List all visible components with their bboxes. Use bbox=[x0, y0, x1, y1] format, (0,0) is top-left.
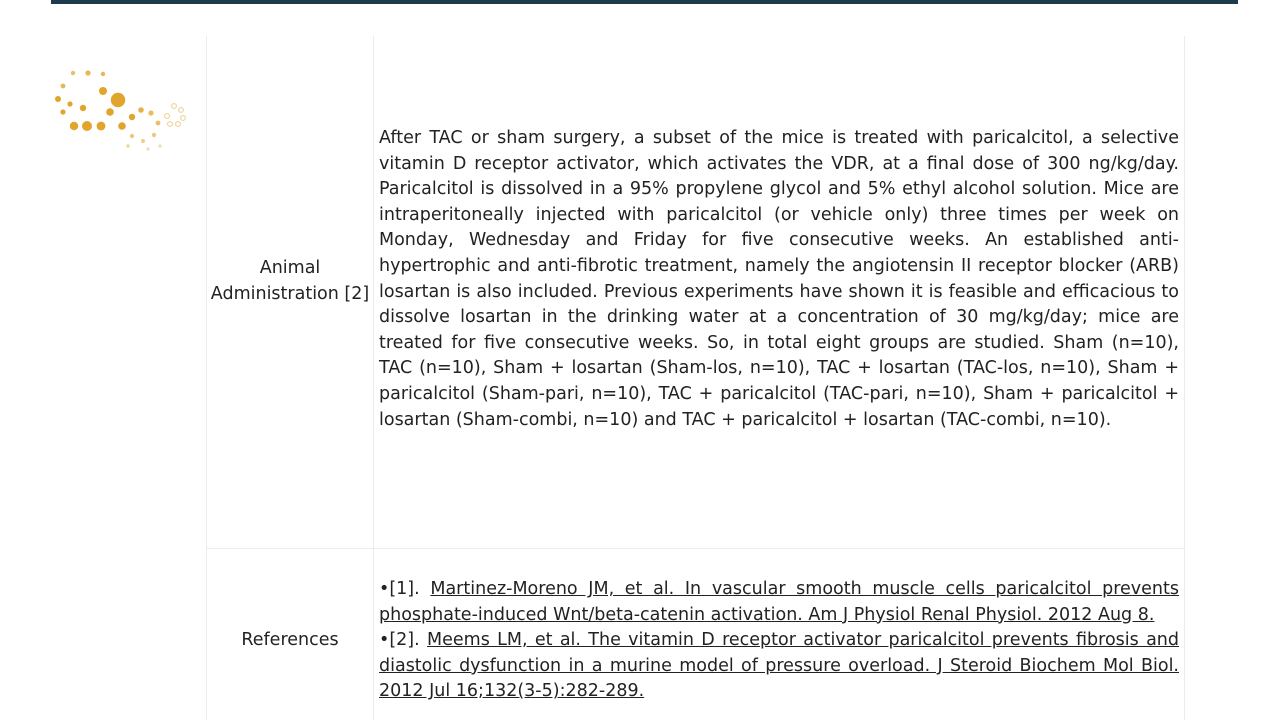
reference-item bbox=[379, 628, 1179, 705]
references-list bbox=[379, 577, 1179, 705]
row-label-animal-administration: Animal Administration [2] bbox=[210, 258, 370, 304]
reference-link-2[interactable]: Meems LM, et al. The vitamin D receptor activator paricalcitol prevents fibrosis and diastolic dysfunction in a murine model of pressure overload. J Steroid Biochem Mol Biol. 2012 Jul 16;132(3-5):282-289. bbox=[379, 630, 1179, 702]
reference-link-1[interactable]: Martinez-Moreno JM, et al. In vascular smooth muscle cells paricalcitol prevents phosphate-induced Wnt/beta-catenin activation. Am J Physiol Renal Physiol. 2012 Aug 8. bbox=[379, 579, 1179, 625]
reference-marker: •[2]. bbox=[379, 630, 420, 651]
header-rule bbox=[51, 0, 1238, 4]
animal-administration-text: After TAC or sham surgery, a subset of the mice is treated with paricalcitol, a selective vitamin D receptor activator, which activates the VDR, at a final dose of 300 ng/kg/day. Paricalcitol is dissolved in a 95% propylene glycol and 5% ethyl alcohol solution. Mice are intraperitoneally injected with paricalcitol (or vehicle only) three times per week on Monday, Wednesday and Friday for five consecutive weeks. An established anti-hypertrophic and anti-fibrotic treatment, namely the angiotensin II receptor blocker (ARB) losartan is also included. Previous experiments have shown it is feasible and efficacious to dissolve losartan in the drinking water at a concentration of 30 mg/kg/day; mice are treated for five consecutive weeks. So, in total eight groups are studied. Sham (n=10), TAC (n=10), Sham + losartan (Sham-los, n=10), TAC + losartan (TAC-los, n=10), Sham + paricalcitol (Sham-pari, n=10), TAC + paricalcitol (TAC-pari, n=10), Sham + paricalcitol + losartan (Sham-combi, n=10) and TAC + paricalcitol + losartan (TAC-combi, n=10). bbox=[379, 128, 1179, 430]
company-logo bbox=[50, 66, 195, 156]
row-label-references: References bbox=[241, 630, 339, 650]
table-border-left bbox=[206, 36, 207, 720]
row-divider bbox=[206, 548, 1184, 549]
table-border-right bbox=[1184, 36, 1185, 720]
reference-marker: •[1]. bbox=[379, 579, 420, 599]
reference-item bbox=[379, 577, 1179, 628]
column-divider bbox=[373, 36, 374, 720]
